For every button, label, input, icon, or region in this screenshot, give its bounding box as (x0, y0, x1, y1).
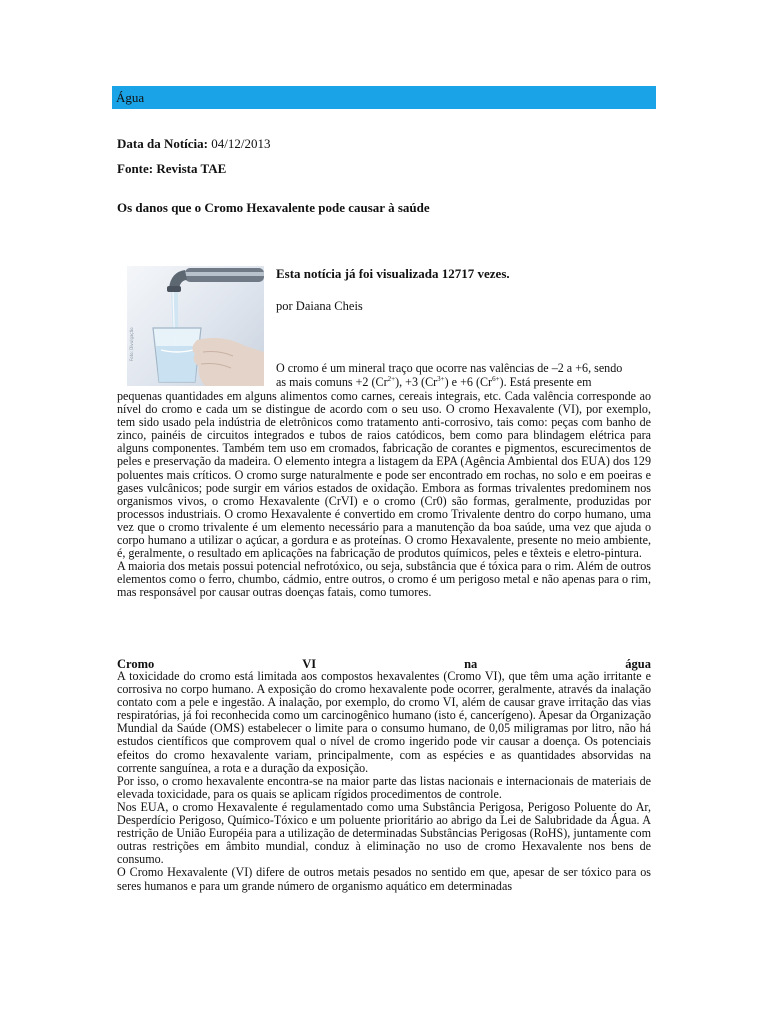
category-label: Água (116, 90, 145, 105)
intro-body (117, 390, 651, 600)
water-glass-photo (127, 266, 264, 386)
article-headline: Os danos que o Cromo Hexavalente pode causar à saúde (117, 200, 430, 215)
news-source (117, 161, 226, 177)
news-date (117, 136, 270, 152)
section-paragraph-3: Nos EUA, o cromo Hexavalente é regulamentado como uma Substância Perigosa, Perigoso Poluente do Ar, Desperdício Perigoso, Químico-Tóxico e um poluente prioritário ao abrigo da Lei de Salubridade da Água. A restrição de União Européia para a utilização de determinadas Substâncias Perigosas (RoHS), juntamente com outras restrições em âmbito mundial, conduz à eliminação no uso de cromo Hexavalente nos bens de consumo. (117, 799, 651, 867)
date-value: 04/12/2013 (211, 136, 271, 151)
section-paragraph-1: A toxicidade do cromo está limitada aos compostos hexavalentes (Cromo VI), que têm uma ação irritante e corrosiva no corpo humano. A exposição do cromo hexavalente pode ocorrer, geralmente, através da inalação contato com a pele e ingestão. A inalação, por exemplo, do cromo VI, além de causar grave irritação das vias respiratórias, já foi reconhecida como um carcinogênico humano (isto é, cancerígeno). Apesar da Organização Mundial da Saúde (OMS) estabelecer o limite para o consumo humano, de 0,05 miligramas por litro, não há estudos científicos que comprovem qual o nível de cromo ingerido pode vir causar a doença. Os potenciais efeitos do cromo hexavalente variam, principalmente, com as espécies e as quantidades absorvidas na corrente sanguínea, a rota e a duração da exposição. (117, 669, 651, 775)
intro-paragraph-1: pequenas quantidades em alguns alimentos como carnes, cereais integrais, etc. Cada valência corresponde ao nível do cromo e cada um se distingue de acordo com o seu uso. O cromo Hexavalente (VI), por exemplo, tem sido usado pela indústria de eletrônicos como tratamento anti-corrosivo, tais como: peças com banho de zinco, painéis de circuitos integrados e tubos de raios catódicos, bem como para blindagem elétrica para alguns componentes. Também tem uso em cromados, fabricação de corantes e pigmentos, escurecimentos de peles e preservação da madeira. O elemento integra a listagem da EPA (Agência Ambiental dos EUA) dos 129 poluentes mais críticos. O cromo surge naturalmente e pode ser encontrado em rochas, no solo e em poeiras e gases vulcânicos; pode surgir em vários estados de oxidação. Embora as formas trivalentes predominem nos organismos vivos, o cromo Hexavalente (CrVI) e o cromo (Cr0) são formas, geralmente, produzidas por processos industriais. O cromo Hexavalente é convertido em cromo Trivalente dentro do corpo humano, uma vez que o cromo trivalente é um elemento necessário para a manutenção da boa saúde, uma vez que ajuda o corpo humano a utilizar o açúcar, a gordura e as proteínas. O cromo Hexavalente, presente no meio ambiente, é, geralmente, o resultado em aplicações na fabricação de produtos químicos, peles e têxteis e eletro-pintura. (117, 389, 651, 561)
faucet-glass-illustration (127, 266, 264, 386)
source-label: Fonte: Revista TAE (117, 161, 227, 176)
intro-line-1: O cromo é um mineral traço que ocorre nas valências de –2 a +6, sendo (276, 361, 623, 375)
intro-line-2: as mais comuns +2 $(Cr^{2+})$, +3 $(Cr^{3+})$ e +6 $(Cr^{6+})$. Está presente em (276, 374, 592, 389)
photo-credit: Foto: Divulgação (129, 327, 134, 361)
section-body (117, 670, 651, 893)
author-byline: por Daiana Cheis (276, 299, 363, 313)
view-count: Esta notícia já foi visualizada 12717 vezes. (276, 266, 510, 281)
intro-paragraph-2: A maioria dos metais possui potencial nefrotóxico, ou seja, substância que é tóxica para o rim. Além de outros elementos como o ferro, chumbo, cádmio, entre outros, o cromo é um perigoso metal e não apenas para o rim, mas responsável por causar outras doenças fatais, como tumores. (117, 559, 651, 600)
section-heading-word-4: água (625, 657, 651, 671)
section-heading-word-3: na (464, 657, 478, 671)
section-heading-word-2: VI (302, 657, 317, 671)
date-label: Data da Notícia: (117, 136, 208, 151)
section-paragraph-2: Por isso, o cromo hexavalente encontra-se na maior parte das listas nacionais e internacionais de materiais de elevada toxicidade, para os quais se aplicam rígidos procedimentos de controle. (117, 773, 651, 801)
section-heading-word-1: Cromo (117, 657, 155, 671)
category-banner (112, 86, 656, 109)
section-paragraph-4: O Cromo Hexavalente (VI) difere de outros metais pesados no sentido em que, apesar de ser tóxico para os seres humanos e para um grande número de organismo aquático em determinadas (117, 865, 651, 893)
